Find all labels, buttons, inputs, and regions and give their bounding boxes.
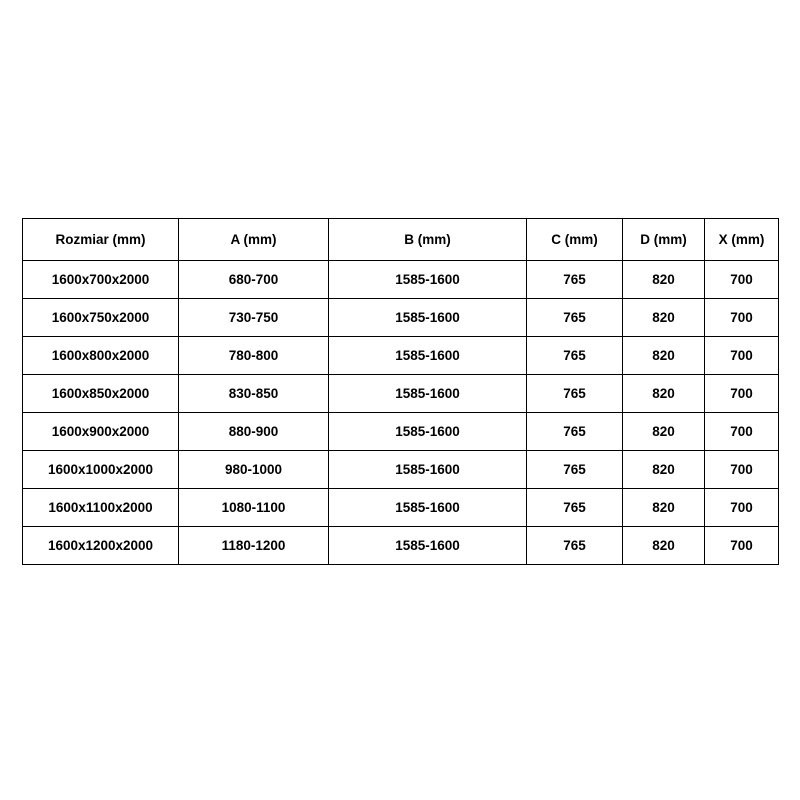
table-row bbox=[23, 527, 779, 565]
table-row bbox=[23, 451, 779, 489]
cell-b: 1585-1600 bbox=[329, 527, 527, 565]
column-header-a: A (mm) bbox=[179, 219, 329, 261]
cell-b: 1585-1600 bbox=[329, 337, 527, 375]
column-header-x: X (mm) bbox=[705, 219, 779, 261]
cell-d: 820 bbox=[623, 261, 705, 299]
cell-rozmiar: 1600x800x2000 bbox=[23, 337, 179, 375]
cell-c: 765 bbox=[527, 299, 623, 337]
table-row bbox=[23, 337, 779, 375]
cell-b: 1585-1600 bbox=[329, 299, 527, 337]
cell-a: 830-850 bbox=[179, 375, 329, 413]
cell-b: 1585-1600 bbox=[329, 413, 527, 451]
cell-c: 765 bbox=[527, 261, 623, 299]
cell-d: 820 bbox=[623, 337, 705, 375]
cell-b: 1585-1600 bbox=[329, 451, 527, 489]
cell-c: 765 bbox=[527, 527, 623, 565]
cell-x: 700 bbox=[705, 299, 779, 337]
cell-rozmiar: 1600x1000x2000 bbox=[23, 451, 179, 489]
table-row bbox=[23, 261, 779, 299]
cell-x: 700 bbox=[705, 489, 779, 527]
table-header bbox=[23, 219, 779, 261]
table-header-row bbox=[23, 219, 779, 261]
cell-x: 700 bbox=[705, 337, 779, 375]
cell-d: 820 bbox=[623, 299, 705, 337]
cell-a: 730-750 bbox=[179, 299, 329, 337]
size-table-container bbox=[22, 218, 778, 565]
cell-d: 820 bbox=[623, 413, 705, 451]
cell-d: 820 bbox=[623, 451, 705, 489]
table-row bbox=[23, 299, 779, 337]
cell-c: 765 bbox=[527, 489, 623, 527]
cell-a: 780-800 bbox=[179, 337, 329, 375]
cell-x: 700 bbox=[705, 261, 779, 299]
table-row bbox=[23, 489, 779, 527]
column-header-c: C (mm) bbox=[527, 219, 623, 261]
cell-x: 700 bbox=[705, 375, 779, 413]
cell-c: 765 bbox=[527, 375, 623, 413]
cell-d: 820 bbox=[623, 489, 705, 527]
cell-c: 765 bbox=[527, 337, 623, 375]
cell-rozmiar: 1600x850x2000 bbox=[23, 375, 179, 413]
size-table bbox=[22, 218, 779, 565]
cell-rozmiar: 1600x900x2000 bbox=[23, 413, 179, 451]
cell-x: 700 bbox=[705, 527, 779, 565]
cell-a: 1180-1200 bbox=[179, 527, 329, 565]
cell-b: 1585-1600 bbox=[329, 489, 527, 527]
cell-rozmiar: 1600x750x2000 bbox=[23, 299, 179, 337]
cell-a: 1080-1100 bbox=[179, 489, 329, 527]
cell-a: 980-1000 bbox=[179, 451, 329, 489]
cell-x: 700 bbox=[705, 413, 779, 451]
column-header-rozmiar: Rozmiar (mm) bbox=[23, 219, 179, 261]
column-header-d: D (mm) bbox=[623, 219, 705, 261]
cell-x: 700 bbox=[705, 451, 779, 489]
cell-d: 820 bbox=[623, 527, 705, 565]
cell-b: 1585-1600 bbox=[329, 261, 527, 299]
cell-a: 680-700 bbox=[179, 261, 329, 299]
column-header-b: B (mm) bbox=[329, 219, 527, 261]
cell-d: 820 bbox=[623, 375, 705, 413]
cell-c: 765 bbox=[527, 451, 623, 489]
cell-rozmiar: 1600x700x2000 bbox=[23, 261, 179, 299]
table-row bbox=[23, 375, 779, 413]
cell-rozmiar: 1600x1100x2000 bbox=[23, 489, 179, 527]
cell-rozmiar: 1600x1200x2000 bbox=[23, 527, 179, 565]
table-body bbox=[23, 261, 779, 565]
cell-c: 765 bbox=[527, 413, 623, 451]
cell-b: 1585-1600 bbox=[329, 375, 527, 413]
table-row bbox=[23, 413, 779, 451]
cell-a: 880-900 bbox=[179, 413, 329, 451]
